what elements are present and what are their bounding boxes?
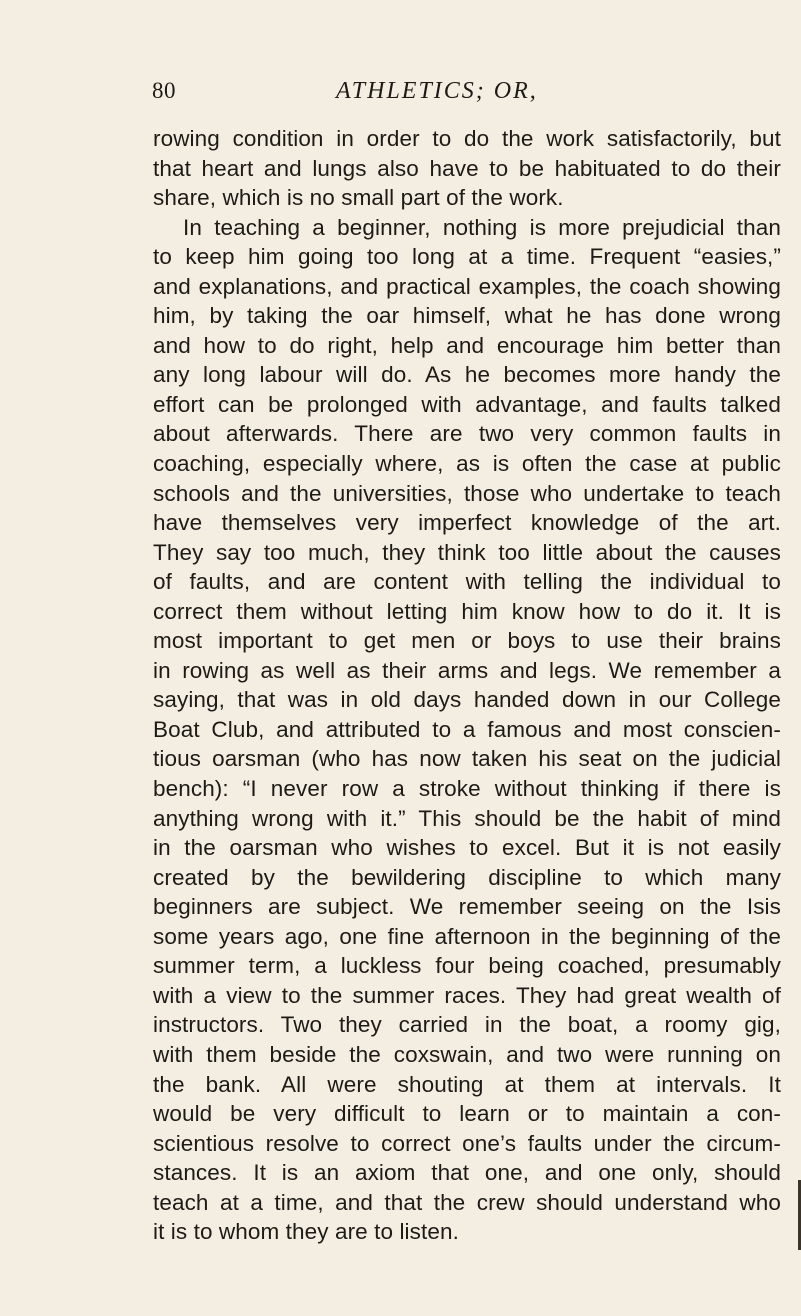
text-line: correct them without letting him know how to do it. It is [153,598,781,624]
text-line: In teaching a beginner, nothing is more prejudicial than [183,214,781,240]
text-line: share, which is no small part of the work. [153,185,564,211]
text-line: some years ago, one fine afternoon in the beginning of the [153,923,781,949]
text-line: teach at a time, and that the crew should understand who [153,1189,781,1215]
text-line: it is to whom they are to listen. [153,1219,459,1245]
text-line: in the oarsman who wishes to excel. But it is not easily [153,835,781,861]
text-line: instructors. Two they carried in the boat, a roomy gig, [153,1012,781,1038]
text-line: about afterwards. There are two very common faults in [153,421,781,447]
page-header [0,78,801,112]
text-line: that heart and lungs also have to be habituated to do their [153,155,781,181]
text-line: him, by taking the oar himself, what he has done wrong [153,303,781,329]
text-line: would be very difficult to learn or to maintain a con- [153,1101,781,1127]
text-line: in rowing as well as their arms and legs. We remember a [153,657,781,683]
text-line: coaching, especially where, as is often the case at public [153,451,781,477]
text-line: have themselves very imperfect knowledge of the art. [153,510,781,536]
text-line: beginners are subject. We remember seeing on the Isis [153,894,781,920]
text-line: effort can be prolonged with advantage, and faults talked [153,391,781,417]
text-line: bench): “I never row a stroke without thinking if there is [153,776,781,802]
text-line: to keep him going too long at a time. Frequent “easies,” [153,244,781,270]
text-line: created by the bewildering discipline to which many [153,864,781,890]
text-line: any long labour will do. As he becomes more handy the [153,362,781,388]
text-line: summer term, a luckless four being coached, presumably [153,953,781,979]
body-text [153,124,781,1247]
text-line: saying, that was in old days handed down in our College [153,687,781,713]
text-line: tious oarsman (who has now taken his seat on the judicial [153,746,781,772]
page-number: 80 [152,78,176,103]
text-line: with a view to the summer races. They had great wealth of [153,982,781,1008]
text-line: most important to get men or boys to use their brains [153,628,781,654]
text-line: rowing condition in order to do the work satisfactorily, but [153,126,781,151]
running-head: ATHLETICS; OR, [336,78,538,104]
text-line: schools and the universities, those who undertake to teach [153,480,781,506]
text-line: and how to do right, help and encourage him better than [153,332,781,358]
text-line: stances. It is an axiom that one, and one only, should [153,1160,781,1186]
text-line: Boat Club, and attributed to a famous and most conscien- [153,716,781,742]
text-line: of faults, and are content with telling the individual to [153,569,781,595]
text-line: scientious resolve to correct one’s faults under the circum- [153,1130,781,1156]
text-line: the bank. All were shouting at them at intervals. It [153,1071,781,1097]
text-line: anything wrong with it.” This should be the habit of mind [153,805,781,831]
text-line: with them beside the coxswain, and two were running on [153,1041,781,1067]
text-line: and explanations, and practical examples, the coach showing [153,273,781,299]
text-line: They say too much, they think too little about the causes [153,539,781,565]
